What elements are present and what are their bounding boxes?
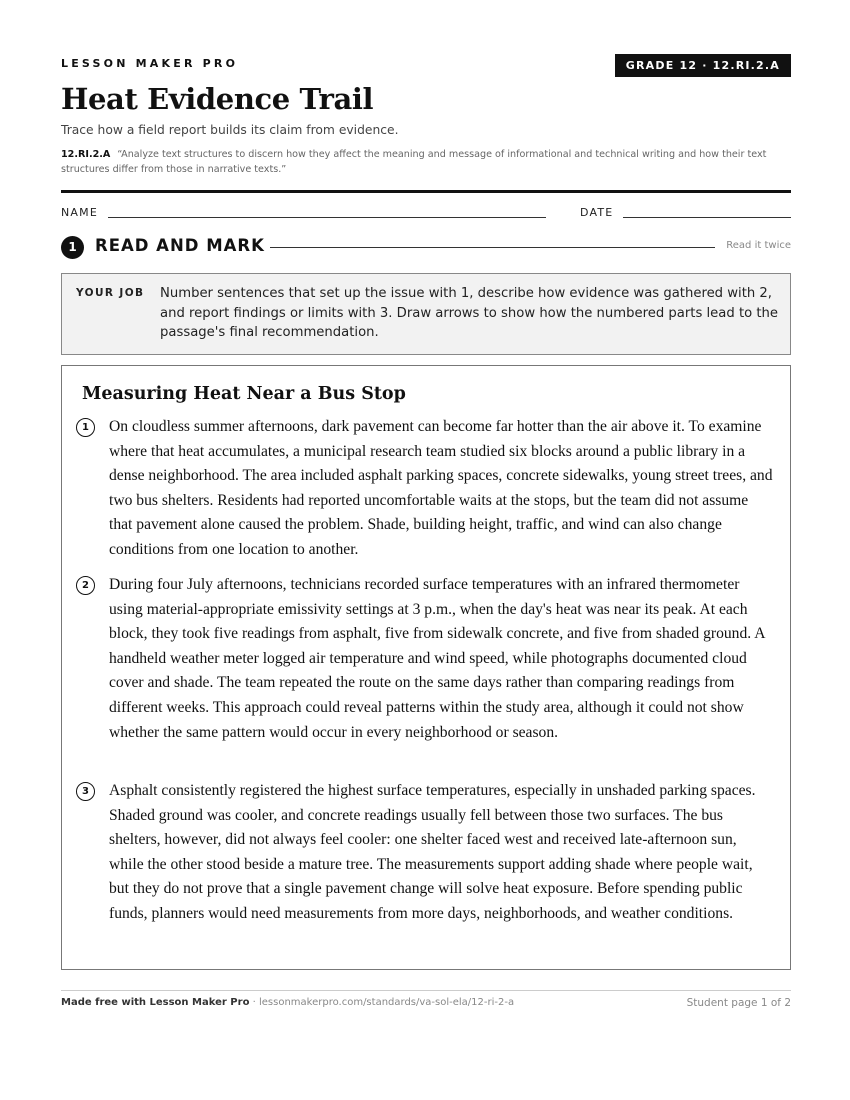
brand-name: LESSON MAKER PRO <box>61 57 239 70</box>
paragraph-3: Asphalt consistently registered the highest surface temperatures, especially in unshaded parking spaces. Shaded ground was cooler, and concrete readings usually fell between those two surfaces. The bus shelters, however, did not always feel cooler: one shelter faced west and received late-afternoon sun, while the other stood beside a mature tree. The measurements support adding shade where people wait, but they do not prove that a single pavement change will solve heat exposure. Before spending public funds, planners would need measurements from more days, neighborhoods, and weather conditions. <box>109 782 756 922</box>
standard-code: 12.RI.2.A <box>61 149 111 160</box>
paragraph-2: During four July afternoons, technicians recorded surface temperatures with an infrared thermometer using material-appropriate emissivity settings at 3 p.m., when the day's heat was near its peak. At each block, they took five readings from asphalt, five from sidewalk concrete, and five from shaded ground. A handheld weather meter logged air temperature and wind speed, while photographs documented cloud cover and shade. The team repeated the route on the same days rather than comparing readings from different weeks. This approach could reveal patterns within the study area, although it could not show whether the same pattern would occur in every neighborhood or season. <box>109 576 765 741</box>
your-job-box <box>61 273 791 355</box>
paragraph-number-2: 2 <box>76 576 95 595</box>
passage-box <box>61 365 791 970</box>
page-subtitle: Trace how a field report builds its claim from evidence. <box>61 123 399 137</box>
section-divider <box>270 247 715 248</box>
footer-divider <box>61 990 791 991</box>
name-label: NAME <box>61 206 98 219</box>
grade-badge: GRADE 12 · 12.RI.2.A <box>615 54 791 77</box>
date-label: DATE <box>580 206 614 219</box>
section-number-badge: 1 <box>61 236 84 259</box>
your-job-label: YOUR JOB <box>76 287 145 299</box>
paragraph-number-3: 3 <box>76 782 95 801</box>
date-field[interactable] <box>623 217 791 218</box>
footer-url[interactable]: · lessonmakerpro.com/standards/va-sol-ela/12-ri-2-a <box>249 997 515 1008</box>
section-title: READ AND MARK <box>95 236 265 255</box>
passage-title: Measuring Heat Near a Bus Stop <box>82 384 406 404</box>
page-indicator: Student page 1 of 2 <box>686 997 791 1009</box>
section-note: Read it twice <box>726 240 791 251</box>
name-field[interactable] <box>108 217 546 218</box>
footer-brand: Made free with Lesson Maker Pro <box>61 997 250 1008</box>
your-job-instructions: Number sentences that set up the issue with 1, describe how evidence was gathered with 2, and report findings or limits with 3. Draw arrows to show how the numbered parts lead to the passage's final recommendation. <box>160 286 779 340</box>
footer-credit <box>61 997 514 1008</box>
standard-description <box>61 148 791 177</box>
page-title: Heat Evidence Trail <box>61 82 374 116</box>
standard-text: “Analyze text structures to discern how they affect the meaning and message of informational and technical writing and how their text structures differ from those in narrative texts.” <box>61 149 767 175</box>
paragraph-1: On cloudless summer afternoons, dark pavement can become far hotter than the air above it. To examine where that heat accumulates, a municipal research team studied six blocks around a public library in a dense neighborhood. The area included asphalt parking spaces, concrete sidewalks, young street trees, and two bus shelters. Residents had reported uncomfortable waits at the stops, but the team did not assume that pavement alone caused the problem. Shade, building height, traffic, and wind can also change conditions from one location to another. <box>109 418 773 558</box>
paragraph-number-1: 1 <box>76 418 95 437</box>
header-divider <box>61 190 791 193</box>
